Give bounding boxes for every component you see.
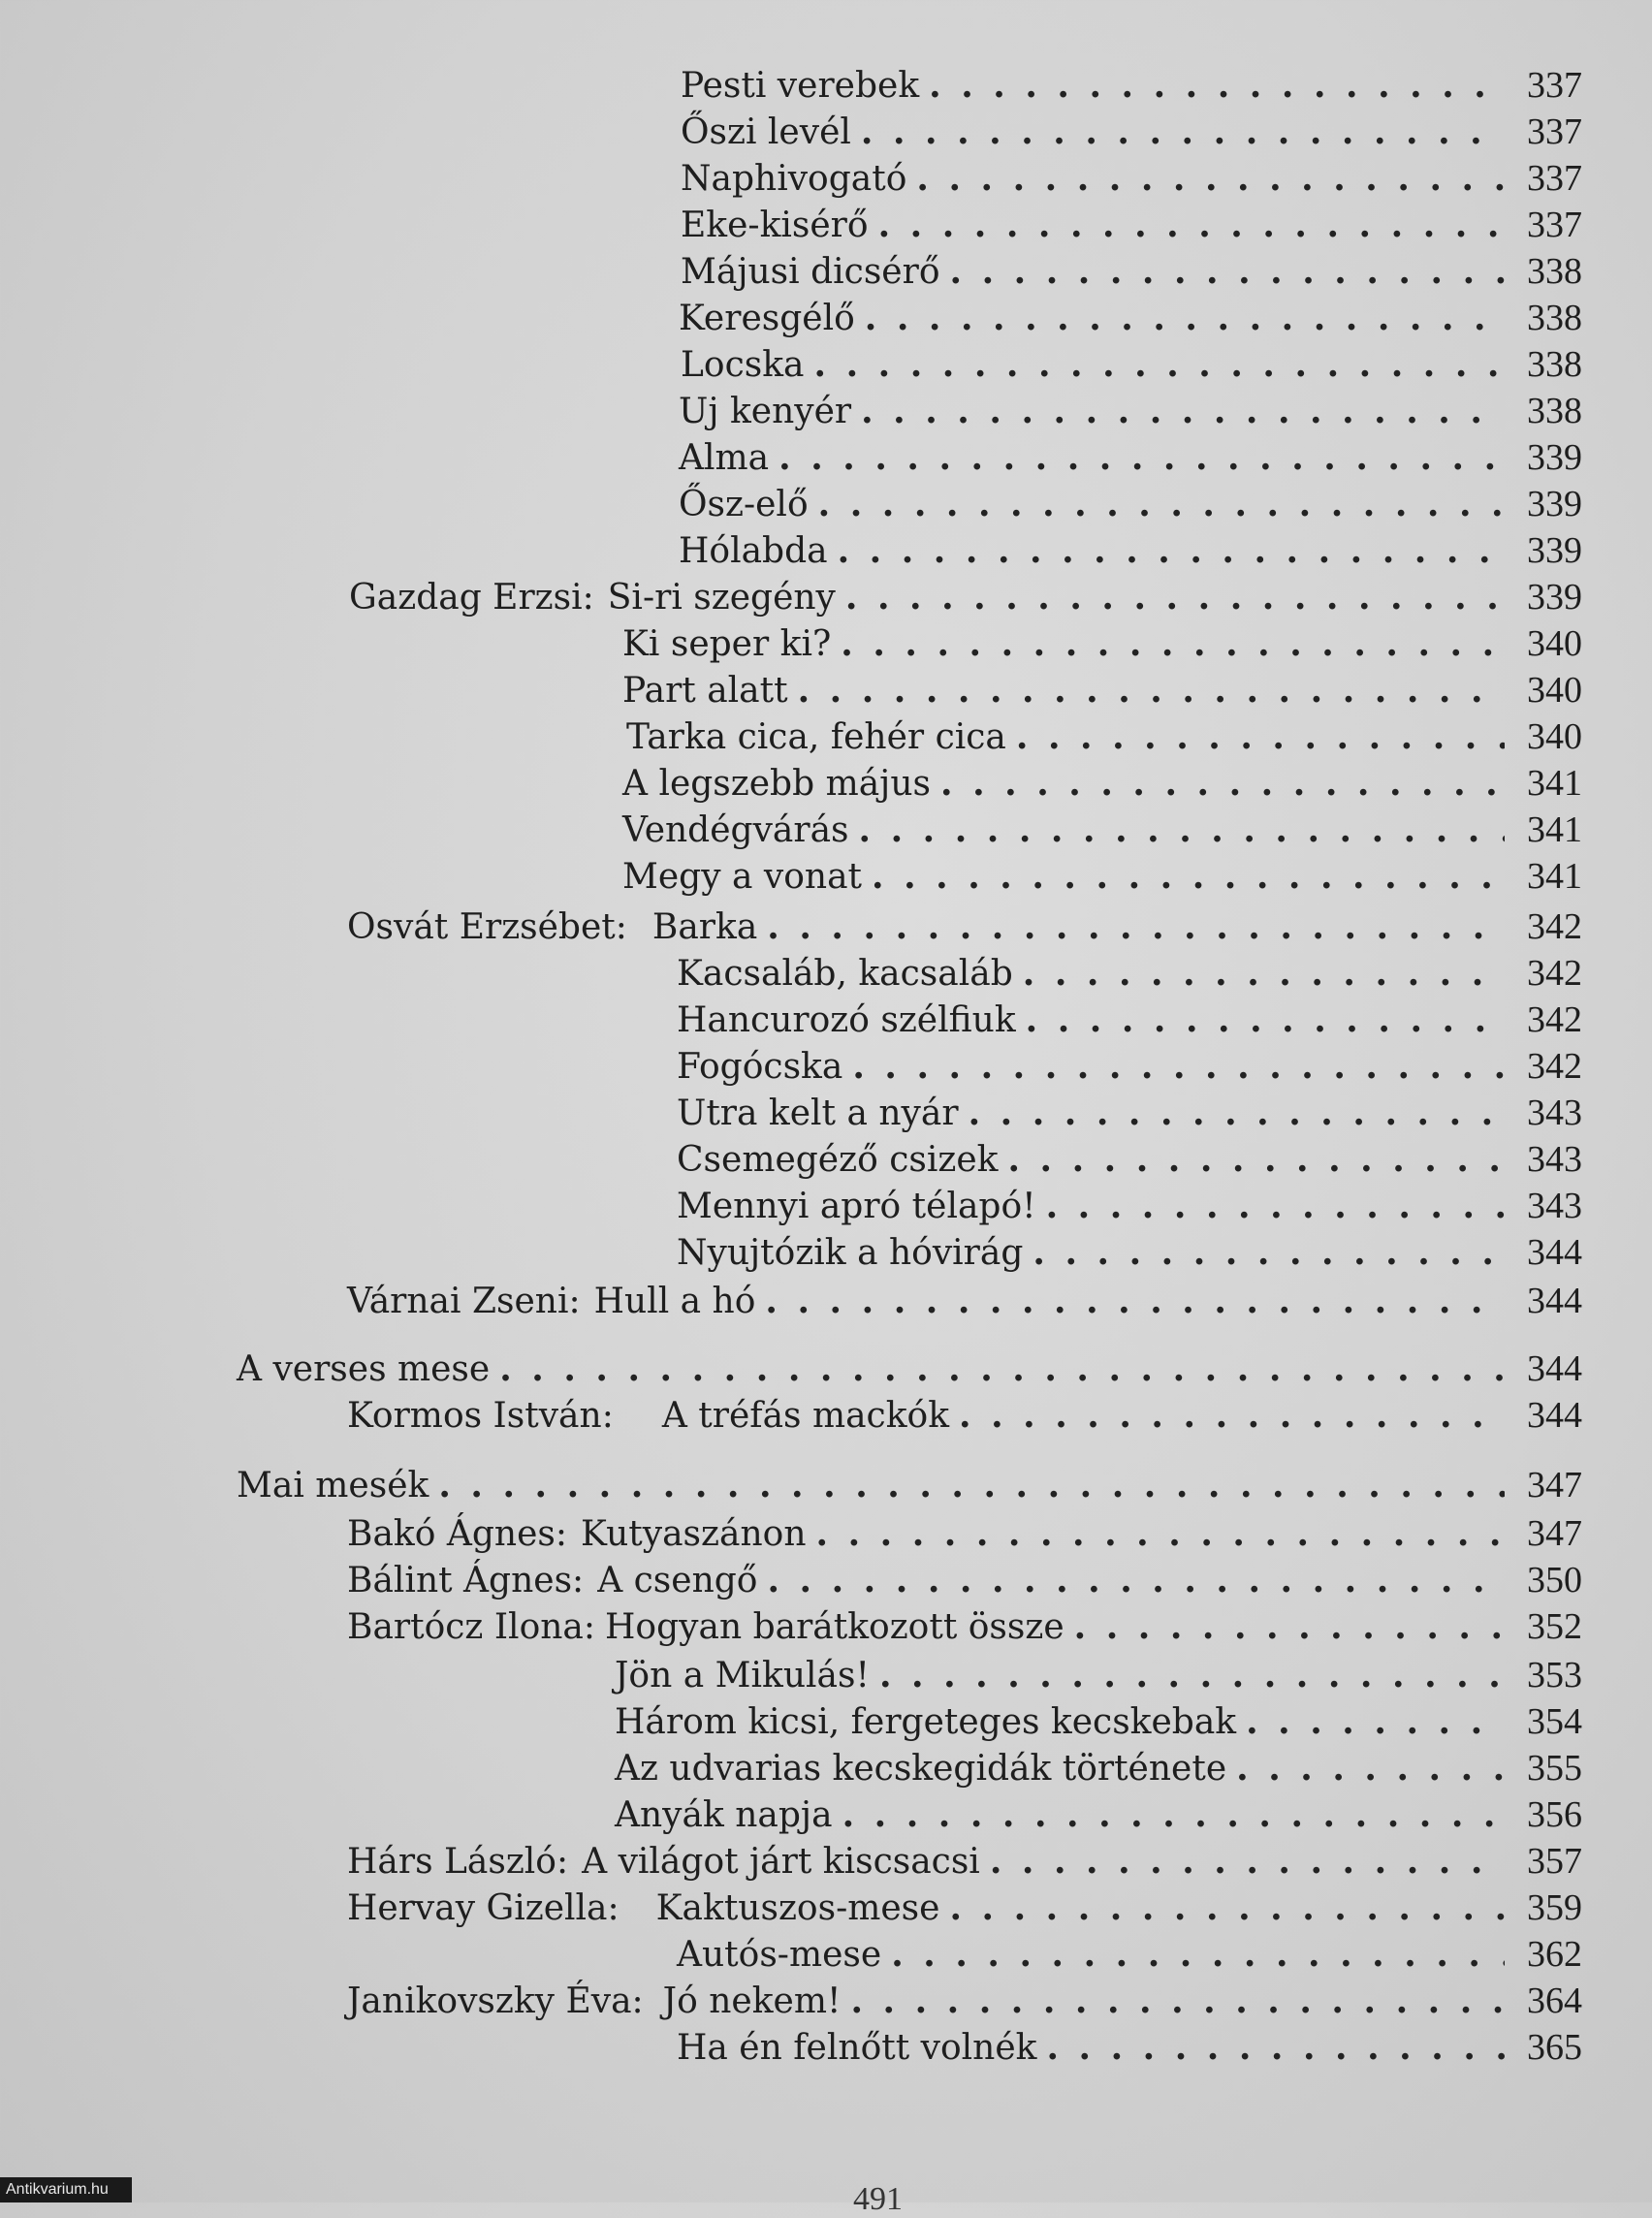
entry-title: Májusi dicsérő [681,252,940,292]
toc-entry [677,1138,1582,1181]
entry-title: Pesti verebek [681,66,920,106]
page-number: 337 [1527,65,1582,106]
page-number: 353 [1527,1655,1582,1695]
leader-dots [765,1280,1505,1322]
leader-dots [1236,1747,1505,1790]
leader-dots [861,111,1505,153]
page-number: 343 [1527,1139,1582,1180]
toc-entry [615,1747,1582,1790]
leader-dots [1032,1231,1505,1274]
entry-title: Mennyi apró télapó! [677,1187,1036,1226]
leader-dots [841,622,1505,665]
toc-entry [347,1280,1582,1322]
toc-entry [347,1886,1582,1929]
page-number: 340 [1527,623,1582,664]
toc-entry [677,952,1582,995]
page-number: 339 [1527,437,1582,478]
entry-title: Alma [679,438,770,478]
page-number: 357 [1527,1841,1582,1882]
toc-entry [677,1185,1582,1227]
leader-dots [814,343,1506,386]
leader-dots [891,1933,1505,1976]
entry-title: Eke-kisérő [681,206,869,245]
toc-entry [677,1045,1582,1088]
leader-dots [865,297,1505,339]
leader-dots [959,1394,1505,1437]
leader-dots [816,1512,1505,1555]
section-title: A verses mese [237,1349,491,1389]
leader-dots [845,576,1505,618]
toc-entry [677,1092,1582,1134]
entry-title: Ki seper ki? [622,624,832,664]
toc-entry [677,2026,1582,2069]
leader-dots [850,1980,1505,2022]
page-number: 339 [1527,530,1582,571]
entry-author: Várnai Zseni: [347,1282,581,1321]
watermark: Antikvarium.hu [0,2177,132,2202]
entry-title: A tréfás mackók [661,1396,950,1436]
toc-entry [677,998,1582,1041]
toc-entry [677,1933,1582,1976]
leader-dots [1246,1700,1505,1743]
page-number: 344 [1527,1395,1582,1436]
entry-title: Locska [681,345,805,385]
toc-entry [347,1980,1582,2022]
toc-entry [347,1605,1582,1648]
page-number: 354 [1527,1701,1582,1742]
page-number: 337 [1527,205,1582,245]
page-number: 364 [1527,1980,1582,2021]
toc-entry [622,855,1582,898]
toc-entry [679,529,1582,572]
leader-dots [878,204,1505,246]
page-number: 337 [1527,158,1582,199]
entry-title: Hancurozó szélfiuk [677,1000,1016,1040]
entry-title: Si-ri szegény [607,578,836,618]
toc-entry [681,250,1582,293]
leader-dots [438,1464,1505,1506]
entry-title: Uj kenyér [679,392,852,431]
leader-dots [872,855,1505,898]
leader-dots [1016,715,1505,758]
entry-title: Autós-mese [677,1935,882,1975]
entry-title: Őszi levél [681,112,851,152]
leader-dots [1023,952,1505,995]
page-number: 341 [1527,763,1582,804]
page-number: 365 [1527,2027,1582,2068]
page-number: 344 [1527,1348,1582,1389]
page-folio: 491 [853,2181,903,2217]
toc-entry [347,905,1582,948]
page-number: 338 [1527,344,1582,385]
toc-entry [679,297,1582,339]
section-heading-entry [237,1464,1582,1506]
entry-title: Anyák napja [615,1795,833,1835]
entry-title: Utra kelt a nyár [677,1093,959,1133]
page-number: 355 [1527,1748,1582,1789]
entry-author: Hervay Gizella: [347,1888,620,1928]
entry-title: Három kicsi, fergeteges kecskebak [615,1702,1237,1742]
toc-entry [679,436,1582,479]
page-number: 350 [1527,1560,1582,1600]
page-number: 342 [1527,999,1582,1040]
leader-dots [916,157,1505,200]
toc-entry [347,1840,1582,1883]
leader-dots [499,1347,1505,1390]
page-number: 344 [1527,1281,1582,1321]
entry-title: Jön a Mikulás! [615,1656,870,1695]
page-number: 338 [1527,251,1582,292]
section-title: Mai mesék [237,1466,429,1505]
toc-entry [622,762,1582,805]
entry-title: Az udvarias kecskegidák története [615,1749,1227,1789]
toc-entry [681,343,1582,386]
leader-dots [861,390,1505,432]
leader-dots [767,905,1505,948]
page-number: 340 [1527,670,1582,711]
page-number: 342 [1527,1046,1582,1087]
entry-title: Tarka cica, fehér cica [626,717,1006,757]
leader-dots [818,483,1505,525]
toc-entry [615,1793,1582,1836]
page-number: 337 [1527,111,1582,152]
leader-dots [798,669,1505,712]
leader-dots [879,1654,1505,1696]
leader-dots [1026,998,1505,1041]
leader-dots [1046,1185,1505,1227]
entry-title: Nyujtózik a hóvirág [677,1233,1024,1273]
page-number: 339 [1527,484,1582,524]
page-number: 339 [1527,577,1582,618]
entry-author: Hárs László: [347,1842,569,1882]
toc-entry [679,390,1582,432]
entry-title: Hull a hó [593,1282,756,1321]
page-number: 342 [1527,953,1582,994]
leader-dots [969,1092,1505,1134]
entry-title: Kacsaláb, kacsaláb [677,954,1013,994]
page-number: 340 [1527,716,1582,757]
toc-entry [622,808,1582,851]
page-number: 359 [1527,1887,1582,1928]
toc-entry [347,1394,1582,1437]
entry-title: Kaktuszos-mese [655,1888,940,1928]
entry-title: Ősz-elő [679,485,809,524]
leader-dots [940,762,1505,805]
entry-author: Gazdag Erzsi: [349,578,594,618]
leader-dots [778,436,1505,479]
entry-title: Barka [651,907,758,947]
page-number: 341 [1527,809,1582,850]
entry-title: Megy a vonat [622,857,863,897]
entry-title: Keresgélő [679,299,855,338]
toc-entry [681,157,1582,200]
page-number: 343 [1527,1186,1582,1226]
entry-title: Hogyan barátkozott össze [605,1607,1064,1647]
entry-author: Janikovszky Éva: [347,1981,644,2021]
section-heading-entry [237,1347,1582,1390]
leader-dots [990,1840,1505,1883]
entry-title: Ha én felnőtt volnék [677,2028,1037,2068]
toc-entry [349,576,1582,618]
page-number: 344 [1527,1232,1582,1273]
entry-title: Fogócska [677,1047,843,1087]
entry-title: Vendégvárás [622,810,849,850]
entry-title: A csengő [597,1561,758,1600]
entry-title: Part alatt [622,671,788,711]
toc-entry [681,111,1582,153]
entry-author: Kormos István: [347,1396,614,1436]
entry-author: Bartócz Ilona: [347,1607,596,1647]
page-number: 338 [1527,391,1582,431]
toc-entry [615,1700,1582,1743]
leader-dots [950,250,1506,293]
page-number: 362 [1527,1934,1582,1975]
entry-title: Jó nekem! [662,1981,842,2021]
entry-title: Naphivogató [681,159,907,199]
entry-author: Bakó Ágnes: [347,1514,567,1554]
entry-author: Bálint Ágnes: [347,1561,585,1600]
entry-title: Hólabda [679,531,828,571]
leader-dots [838,529,1505,572]
page-number: 347 [1527,1465,1582,1505]
leader-dots [929,64,1505,107]
toc-entry [681,64,1582,107]
leader-dots [852,1045,1505,1088]
leader-dots [949,1886,1505,1929]
toc-entry [626,715,1582,758]
page-number: 342 [1527,906,1582,947]
toc-entry [677,1231,1582,1274]
toc-entry [679,483,1582,525]
page-number: 341 [1527,856,1582,897]
leader-dots [842,1793,1505,1836]
leader-dots [859,808,1505,851]
page-number: 343 [1527,1093,1582,1133]
toc-entry [347,1559,1582,1601]
toc-entry [681,204,1582,246]
page-number: 338 [1527,298,1582,338]
page-number: 352 [1527,1606,1582,1647]
leader-dots [1074,1605,1505,1648]
page-number: 347 [1527,1513,1582,1554]
entry-title: Csemegéző csizek [677,1140,999,1180]
leader-dots [767,1559,1505,1601]
entry-title: A legszebb május [622,764,932,804]
entry-title: A világot járt kiscsacsi [582,1842,980,1882]
entry-author: Osvát Erzsébet: [347,907,627,947]
leader-dots [1007,1138,1505,1181]
toc-entry [347,1512,1582,1555]
toc-entry [615,1654,1582,1696]
entry-title: Kutyaszánon [581,1514,807,1554]
page-number: 356 [1527,1794,1582,1835]
leader-dots [1046,2026,1505,2069]
toc-entry [622,669,1582,712]
toc-entry [622,622,1582,665]
